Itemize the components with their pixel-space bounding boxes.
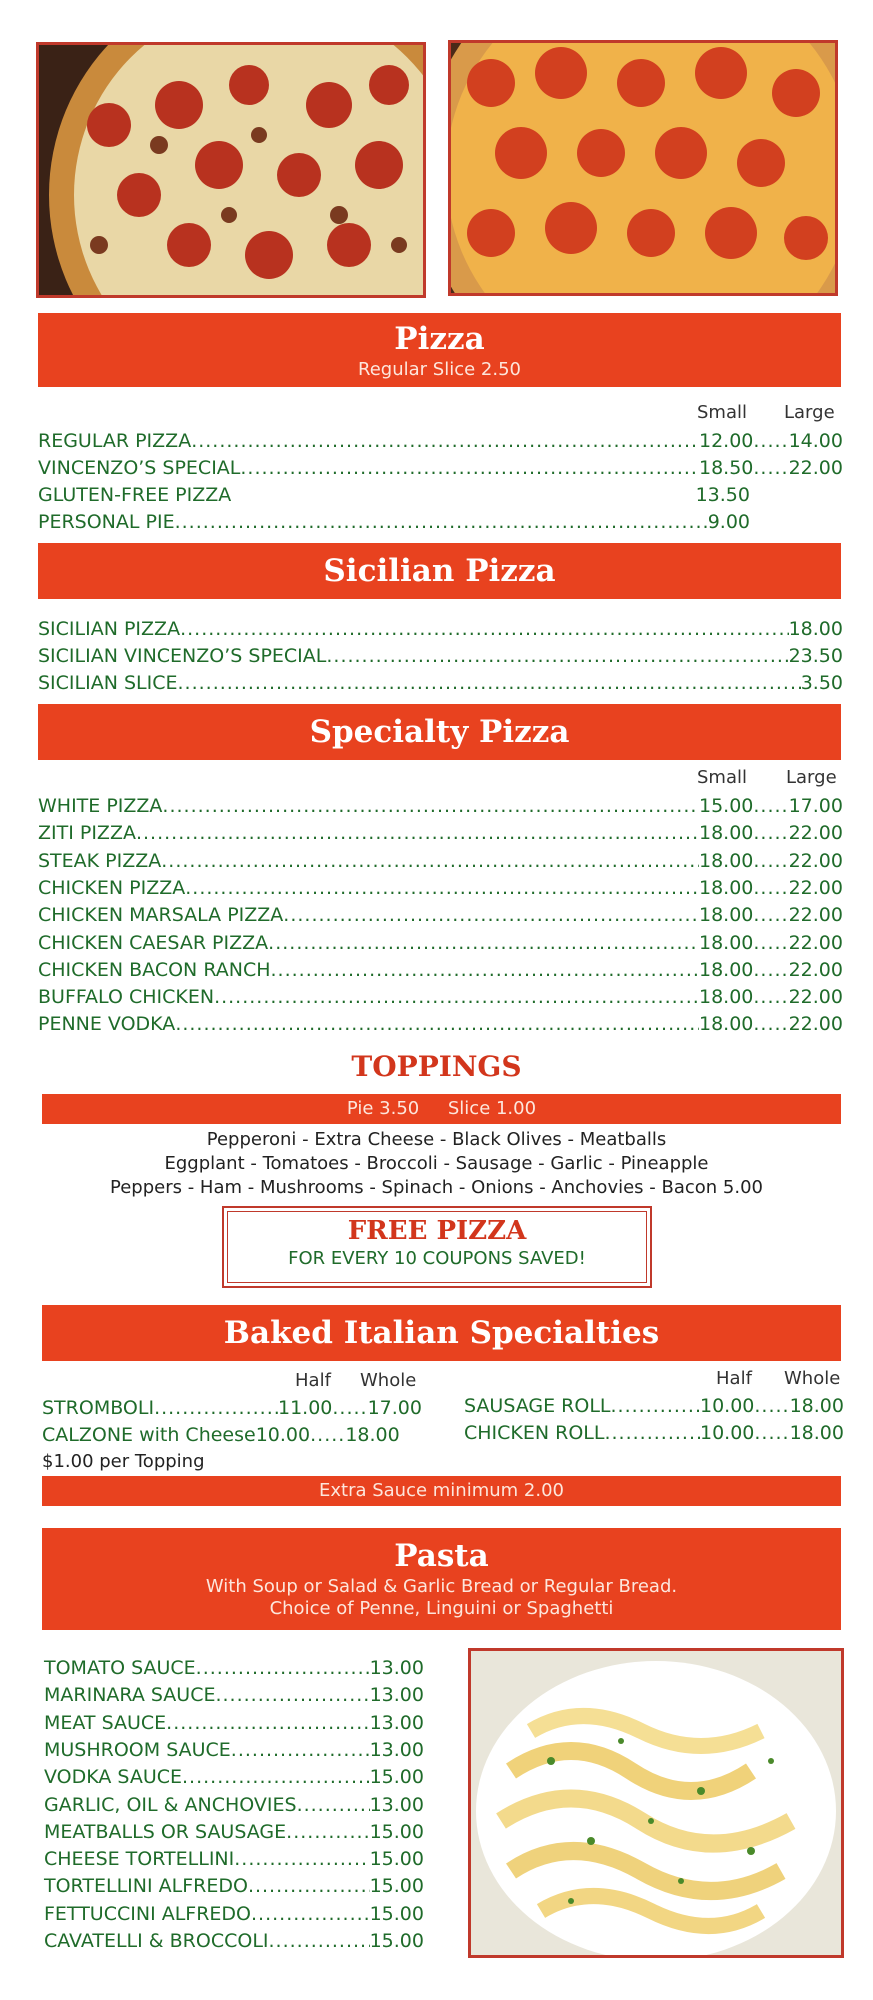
item-price: 13.00 [369,1712,424,1734]
toppings-line-3: Peppers - Ham - Mushrooms - Spinach - Onions - Anchovies - Bacon 5.00 [109,1177,763,1198]
menu-item [44,1819,424,1845]
menu-item [44,1655,424,1681]
item-price-small: 18.00 [698,1013,754,1035]
pizza-banner [38,313,841,387]
item-name: SICILIAN SLICE [38,672,178,694]
sicilian-banner [38,543,841,599]
item-price-large: 22.00 [788,457,843,479]
baked-col-half-left: Half [295,1370,331,1391]
free-pizza-box [222,1206,652,1288]
item-name: REGULAR PIZZA [38,430,192,452]
item-price: 15.00 [369,1848,424,1870]
menu-item: ZITI PIZZA ..... 18.00 ..... 22.00 [38,820,843,846]
toppings-line-1: Pepperoni - Extra Cheese - Black Olives - Meatballs [206,1129,667,1150]
item-name: CHICKEN PIZZA [38,877,186,899]
pasta-subtitle-1: With Soup or Salad & Garlic Bread or Regular Bread. [205,1576,678,1597]
item-price-whole: 17.00 [367,1397,422,1419]
menu-item: STROMBOLI ..... 11.00 ..... 17.00 [42,1395,422,1421]
section-title-sicilian: Sicilian Pizza [323,553,556,589]
item-name: ZITI PIZZA [38,822,136,844]
item-name: GLUTEN-FREE PIZZA [38,484,232,506]
menu-item: CHICKEN CAESAR PIZZA ..... 18.00 ..... 22.00 [38,930,843,956]
item-name: PERSONAL PIE [38,511,175,533]
item-price-small: 18.00 [698,959,754,981]
item-name: CHICKEN BACON RANCH [38,959,271,981]
pasta-photo-art [471,1651,841,1955]
item-price: 15.00 [369,1903,424,1925]
item-price-small: 9.00 [707,511,750,533]
item-name: FETTUCCINI ALFREDO [44,1903,252,1925]
item-price-half: 11.00 [277,1397,333,1419]
item-name: SICILIAN PIZZA [38,618,181,640]
pasta-photo [468,1648,844,1958]
item-price-small: 18.00 [698,822,754,844]
baked-col-whole-left: Whole [360,1370,417,1391]
item-price-large: 22.00 [788,904,843,926]
item-name: MUSHROOM SAUCE [44,1739,231,1761]
section-title-pasta: Pasta [394,1538,489,1574]
item-name: VINCENZO’S SPECIAL [38,457,241,479]
menu-item: CALZONE with Cheese 10.00 ..... 18.00 [42,1424,400,1446]
specialty-col-large: Large [786,767,837,788]
item-name: CAVATELLI & BROCCOLI [44,1930,269,1952]
pizza-photo-right [448,40,838,296]
menu-item [44,1764,424,1790]
menu-item: BUFFALO CHICKEN ..... 18.00 ..... 22.00 [38,984,843,1010]
item-name: CHICKEN ROLL [464,1422,605,1444]
item-price-small: 13.50 [695,484,750,506]
item-price: 15.00 [369,1766,424,1788]
pizza-col-large: Large [784,402,835,423]
pizza-col-small: Small [697,402,747,423]
item-price-large: 22.00 [788,850,843,872]
extra-sauce-bar [42,1476,841,1506]
item-name: CALZONE with Cheese [42,1424,256,1446]
menu-item: PENNE VODKA ..... 18.00 ..... 22.00 [38,1011,843,1037]
menu-item [38,643,843,669]
toppings-price-bar [42,1094,841,1124]
item-name: SICILIAN VINCENZO’S SPECIAL [38,645,327,667]
item-name: CHICKEN CAESAR PIZZA [38,932,269,954]
item-price: 18.00 [788,618,843,640]
item-name: SAUSAGE ROLL [464,1395,611,1417]
baked-col-whole-right: Whole [784,1368,841,1389]
pizza-photo-right-art [451,43,835,293]
item-price-large: 22.00 [788,986,843,1008]
item-name: VODKA SAUCE [44,1766,183,1788]
item-price-large: 14.00 [788,430,843,452]
item-name: MEAT SAUCE [44,1712,167,1734]
topping-note: $1.00 per Topping [42,1451,205,1472]
item-price-large: 22.00 [788,1013,843,1035]
item-price: 15.00 [369,1821,424,1843]
item-price: 15.00 [369,1930,424,1952]
menu-item: CHICKEN BACON RANCH ..... 18.00 ..... 22.00 [38,957,843,983]
item-price-small: 18.00 [698,986,754,1008]
item-price-small: 15.00 [698,795,754,817]
menu-item [38,482,750,508]
item-name: GARLIC, OIL & ANCHOVIES [44,1794,297,1816]
menu-item: SAUSAGE ROLL ..... 10.00 ..... 18.00 [464,1393,844,1419]
item-price-whole: 18.00 [345,1424,400,1446]
pizza-photo-left-art [39,45,423,295]
section-title-pizza: Pizza [394,321,485,357]
item-price-small: 18.00 [698,877,754,899]
section-title-baked: Baked Italian Specialties [223,1315,660,1351]
item-name: CHICKEN MARSALA PIZZA [38,904,284,926]
item-name: WHITE PIZZA [38,795,163,817]
menu-item [44,1710,424,1736]
item-name: STROMBOLI [42,1397,155,1419]
menu-item: WHITE PIZZA ..... 15.00 ..... 17.00 [38,793,843,819]
toppings-title: TOPPINGS [351,1050,522,1083]
free-pizza-text: FOR EVERY 10 COUPONS SAVED! [288,1248,586,1269]
item-price: 13.00 [369,1684,424,1706]
item-price-large: 17.00 [788,795,843,817]
menu-item [38,509,750,535]
item-price: 13.00 [369,1657,424,1679]
item-price-small: 18.00 [698,932,754,954]
item-price-whole: 18.00 [789,1422,844,1444]
item-price: 13.00 [369,1794,424,1816]
toppings-prices: Pie 3.50 Slice 1.00 [346,1098,537,1119]
item-price-small: 18.00 [698,904,754,926]
menu-item [44,1792,424,1818]
menu-item [44,1682,424,1708]
baked-banner [42,1305,841,1361]
baked-col-half-right: Half [716,1368,752,1389]
menu-item [44,1901,424,1927]
item-price: 3.50 [800,672,843,694]
item-price-large: 22.00 [788,877,843,899]
menu-item: VINCENZO’S SPECIAL ..... 18.50 ..... 22.00 [38,455,843,481]
pizza-photo-left [36,42,426,298]
item-price-small: 12.00 [698,430,754,452]
item-price-large: 22.00 [788,932,843,954]
item-price-half: 10.00 [699,1422,755,1444]
free-pizza-title: FREE PIZZA [347,1216,527,1246]
item-name: MEATBALLS OR SAUSAGE [44,1821,287,1843]
menu-item [38,670,843,696]
item-price-large: 22.00 [788,959,843,981]
pasta-subtitle-2: Choice of Penne, Linguini or Spaghetti [269,1598,614,1619]
menu-item: CHICKEN ROLL ..... 10.00 ..... 18.00 [464,1420,844,1446]
item-price-small: 18.00 [698,850,754,872]
menu-item: CHICKEN PIZZA ..... 18.00 ..... 22.00 [38,875,843,901]
item-price-small: 18.50 [698,457,754,479]
item-name: STEAK PIZZA [38,850,162,872]
specialty-banner [38,704,841,760]
item-price-half: 10.00 [699,1395,755,1417]
item-name: TOMATO SAUCE [44,1657,196,1679]
item-price-whole: 18.00 [789,1395,844,1417]
menu-item [38,616,843,642]
pasta-banner [42,1528,841,1630]
item-price: 13.00 [369,1739,424,1761]
specialty-col-small: Small [697,767,747,788]
menu-item: REGULAR PIZZA ..... 12.00 ..... 14.00 [38,428,843,454]
pizza-subtitle: Regular Slice 2.50 [358,359,521,380]
menu-item [44,1846,424,1872]
item-name: BUFFALO CHICKEN [38,986,215,1008]
item-price: 23.50 [788,645,843,667]
menu-item [44,1873,424,1899]
item-name: PENNE VODKA [38,1013,176,1035]
toppings-line-2: Eggplant - Tomatoes - Broccoli - Sausage - Garlic - Pineapple [164,1153,709,1174]
extra-sauce-text: Extra Sauce minimum 2.00 [318,1480,564,1501]
item-name: TORTELLINI ALFREDO [44,1875,248,1897]
item-name: MARINARA SAUCE [44,1684,216,1706]
menu-item: CHICKEN MARSALA PIZZA ..... 18.00 ..... 22.00 [38,902,843,928]
section-title-specialty: Specialty Pizza [309,714,570,750]
menu-item [44,1737,424,1763]
item-price: 15.00 [369,1875,424,1897]
menu-item [44,1928,424,1954]
item-price-large: 22.00 [788,822,843,844]
menu-item: STEAK PIZZA ..... 18.00 ..... 22.00 [38,848,843,874]
item-name: CHEESE TORTELLINI [44,1848,235,1870]
item-price-half: 10.00 [255,1424,311,1446]
